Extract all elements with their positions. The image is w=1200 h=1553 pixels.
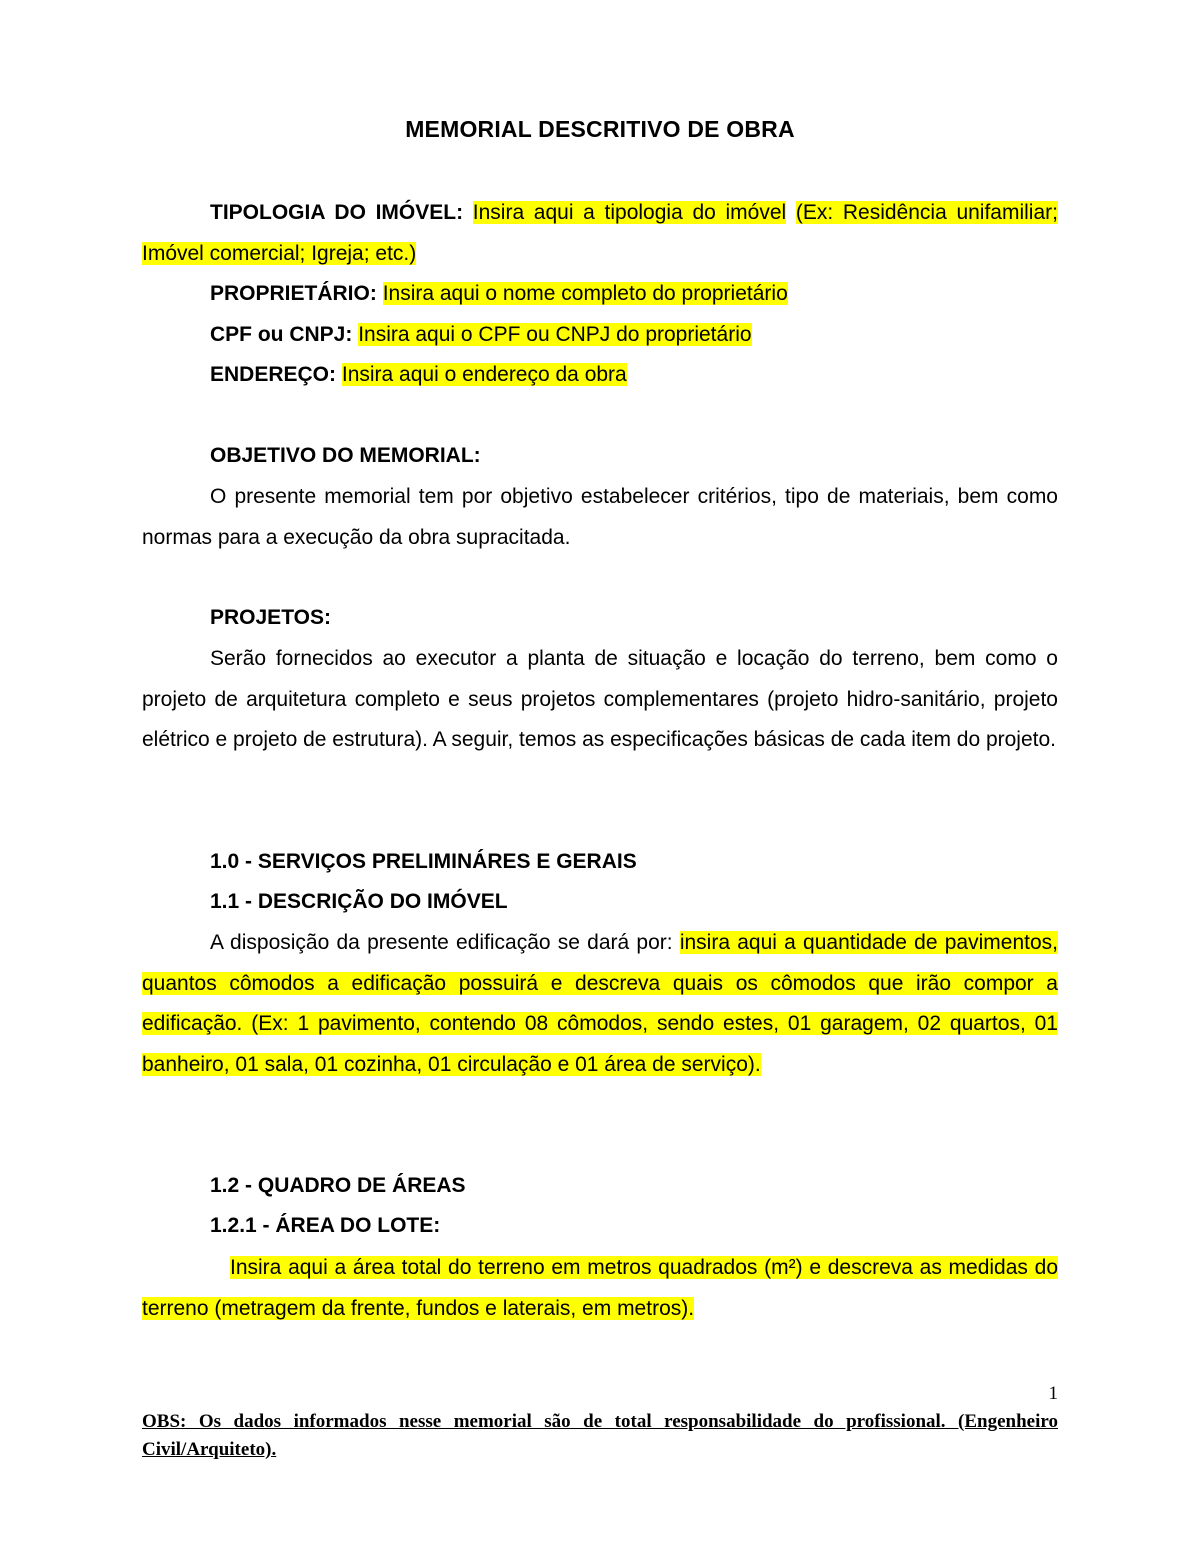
section-1-1-text: A disposição da presente edificação se dará por: xyxy=(210,931,673,954)
tipologia-label: TIPOLOGIA DO IMÓVEL: xyxy=(210,201,464,224)
document-title: MEMORIAL DESCRITIVO DE OBRA xyxy=(405,116,795,142)
endereco-placeholder: Insira aqui o endereço da obra xyxy=(341,363,627,386)
page-number: 1 xyxy=(1048,1383,1058,1404)
section-1-2-heading: 1.2 - QUADRO DE ÁREAS xyxy=(210,1174,466,1197)
cpf-line xyxy=(142,315,1058,356)
cpf-placeholder: Insira aqui o CPF ou CNPJ do proprietário xyxy=(358,323,752,346)
cpf-label: CPF ou CNPJ: xyxy=(210,323,353,346)
footer-obs-note: OBS: Os dados informados nesse memorial são de total responsabilidade do profissional. (Engenheiro Civil/Arquiteto). xyxy=(142,1411,1058,1460)
endereco-line xyxy=(142,355,1058,396)
objetivo-heading: OBJETIVO DO MEMORIAL: xyxy=(210,444,481,467)
projetos-heading: PROJETOS: xyxy=(210,606,331,629)
endereco-label: ENDEREÇO: xyxy=(210,363,337,386)
section-1-2-1-heading: 1.2.1 - ÁREA DO LOTE: xyxy=(210,1214,441,1237)
section-1-1-heading: 1.1 - DESCRIÇÃO DO IMÓVEL xyxy=(210,890,508,913)
section-1-1-placeholder: insira aqui a quantidade de pavimentos, quantos cômodos a edificação possuirá e descreva quais os cômodos que irão compor a edificação. (Ex: 1 pavimento, contendo 08 cômodos, sendo estes, 01 garagem, 02 quartos, 01 banheiro, 01 sala, 01 cozinha, 01 circulação e 01 área de serviço). xyxy=(142,931,1058,1076)
tipologia-paragraph xyxy=(142,193,1058,274)
objetivo-text: O presente memorial tem por objetivo estabelecer critérios, tipo de materiais, bem como normas para a execução da obra supracitada. xyxy=(142,485,1058,549)
tipologia-example: (Ex: Residência unifamiliar; Imóvel comercial; Igreja; etc.) xyxy=(142,201,1058,265)
section-1-1-paragraph xyxy=(142,923,1058,1085)
tipologia-placeholder: Insira aqui a tipologia do imóvel xyxy=(472,201,787,224)
section-1-0-heading: 1.0 - SERVIÇOS PRELIMINÁRES E GERAIS xyxy=(210,850,637,873)
proprietario-label: PROPRIETÁRIO: xyxy=(210,282,377,305)
section-1-2-1-paragraph xyxy=(142,1248,1058,1329)
proprietario-placeholder: Insira aqui o nome completo do proprietário xyxy=(382,282,788,305)
section-1-2-1-placeholder: Insira aqui a área total do terreno em metros quadrados (m²) e descreva as medidas do terreno (metragem da frente, fundos e laterais, em metros). xyxy=(142,1256,1058,1320)
projetos-text: Serão fornecidos ao executor a planta de situação e locação do terreno, bem como o projeto de arquitetura completo e seus projetos complementares (projeto hidro-sanitário, projeto elétrico e projeto de estrutura). A seguir, temos as especificações básicas de cada item do projeto. xyxy=(142,647,1058,752)
proprietario-line xyxy=(142,274,1058,315)
